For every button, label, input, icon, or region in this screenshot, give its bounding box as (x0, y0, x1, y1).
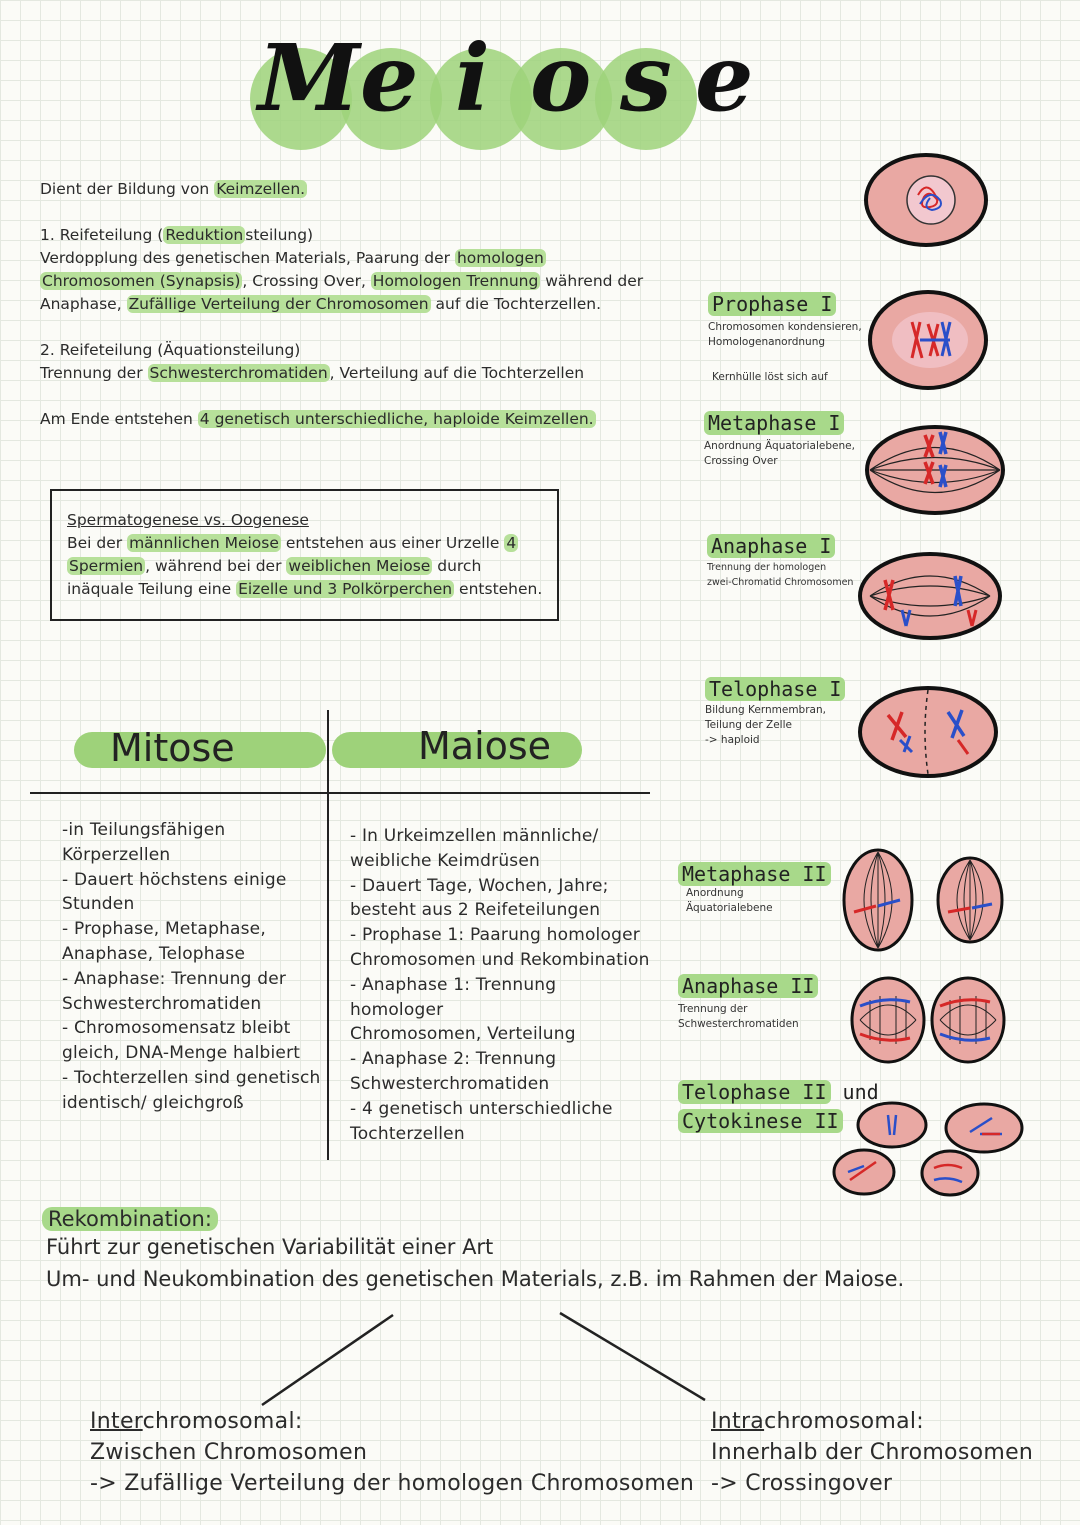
cell-interphase-icon (866, 155, 986, 245)
reifeteilung-2-heading: 2. Reifeteilung (Äquationsteilung) (40, 341, 301, 359)
mitose-heading: Mitose (110, 726, 235, 770)
intro-line: Dient der Bildung von Keimzellen. (40, 180, 306, 198)
cell-telophase1-icon (860, 688, 996, 776)
meiosis-diagram (830, 140, 1080, 1200)
page-title-letter: o (530, 24, 592, 132)
title-block (240, 18, 780, 148)
phase-metaphase2: Metaphase II Anordnung Äquatorialebene (678, 862, 831, 916)
rekombination-line: Führt zur genetischen Variabilität einer Art (46, 1235, 494, 1259)
reifeteilung-1-heading: 1. Reifeteilung ( Reduktion steilung) (40, 226, 314, 244)
spermatogenese-box: Spermatogenese vs. Oogenese Bei der männlichen Meiose entstehen aus einer Urzelle 4 Spermien , während bei der weiblichen Meiose durch inäquale Teilung eine Eizelle und 3 Polkörperchen entstehen. (50, 489, 559, 621)
intrachromosomal-block: Intrachromosomal: Innerhalb der Chromosomen -> Crossingover (711, 1409, 1034, 1496)
page-title-letter: e (360, 24, 419, 132)
intro-conclusion: Am Ende entstehen 4 genetisch unterschiedliche, haploide Keimzellen. (40, 410, 594, 428)
cell-anaphase1-icon (860, 554, 1000, 638)
page-title-letter: s (620, 24, 672, 132)
page-title-letter: e (695, 24, 754, 132)
table-divider-vertical (327, 710, 329, 1160)
cell-anaphase2-icon (852, 978, 1004, 1062)
rekombination-title: Rekombination: (42, 1207, 218, 1231)
table-divider-horizontal (30, 792, 650, 794)
phase-telophase2: Telophase II und Cytokinese II (678, 1080, 879, 1133)
phase-telophase1: Telophase I Bildung Kernmembran, Teilung der Zelle -> haploid (705, 677, 845, 748)
phase-prophase1: Prophase I Chromosomen kondensieren, Homologenanordnung Kernhülle löst sich auf (708, 292, 862, 383)
interchromosomal-block: Interchromosomal: Zwischen Chromosomen -> Zufällige Verteilung der homologen Chromosomen (90, 1409, 695, 1496)
rekombination-section (42, 1207, 904, 1295)
cell-metaphase2-icon (844, 850, 1002, 950)
cell-prophase1-icon (870, 292, 986, 388)
phase-anaphase1: Anaphase I Trennung der homologen zwei-Chromatid Chromosomen (707, 534, 854, 588)
mitose-list: -in Teilungsfähigen Körperzellen - Dauert höchstens einige Stunden - Prophase, Metaphase, Anaphase, Telophase - Anaphase: Trennung der Schwesterchromatiden - Chromosomensatz bleibt gleich, DNA-Menge halbiert - Tochterzellen sind genetisch identisch/ gleichgroß (62, 820, 321, 1113)
page-title-letter: i (455, 24, 490, 132)
box-heading: Spermatogenese vs. Oogenese (67, 511, 309, 529)
branch-lines (250, 1305, 720, 1415)
intro-text: Dient der Bildung von Keimzellen. 1. Reifeteilung ( Reduktion steilung) Verdopplung des genetischen Materials, Paarung der homologen Chromosomen (Synapsis) , Crossing Over, Homologen Trennung während der Anaphase, Zufällige Verteilung der Chromosomen auf die Tochterzellen. 2. Reifeteilung (Äquationsteilung) Trennung der Schwesterchromatiden , Verteilung auf die Tochterzellen Am Ende entstehen 4 genetisch unterschiedliche, haploide Keimzellen. (40, 178, 680, 431)
page-title-letter: M (258, 24, 360, 132)
cell-telophase2-icon (834, 1103, 1022, 1195)
maiose-heading: Maiose (418, 724, 552, 768)
maiose-list: - In Urkeimzellen männliche/ weibliche Keimdrüsen - Dauert Tage, Wochen, Jahre; besteht aus 2 Reifeteilungen - Prophase 1: Paarung homologer Chromosomen und Rekombination - Anaphase 1: Trennung homologer Chromosomen, Verteilung - Anaphase 2: Trennung Schwesterchromatiden - 4 genetisch unterschiedliche Tochterzellen (350, 826, 650, 1144)
cell-metaphase1-icon (867, 427, 1003, 513)
rekombination-line: Um- und Neukombination des genetischen Materials, z.B. im Rahmen der Maiose. (46, 1267, 905, 1291)
phase-metaphase1: Metaphase I Anordnung Äquatorialebene, Crossing Over (704, 411, 855, 467)
phase-anaphase2: Anaphase II Trennung der Schwesterchromatiden (678, 974, 818, 1032)
